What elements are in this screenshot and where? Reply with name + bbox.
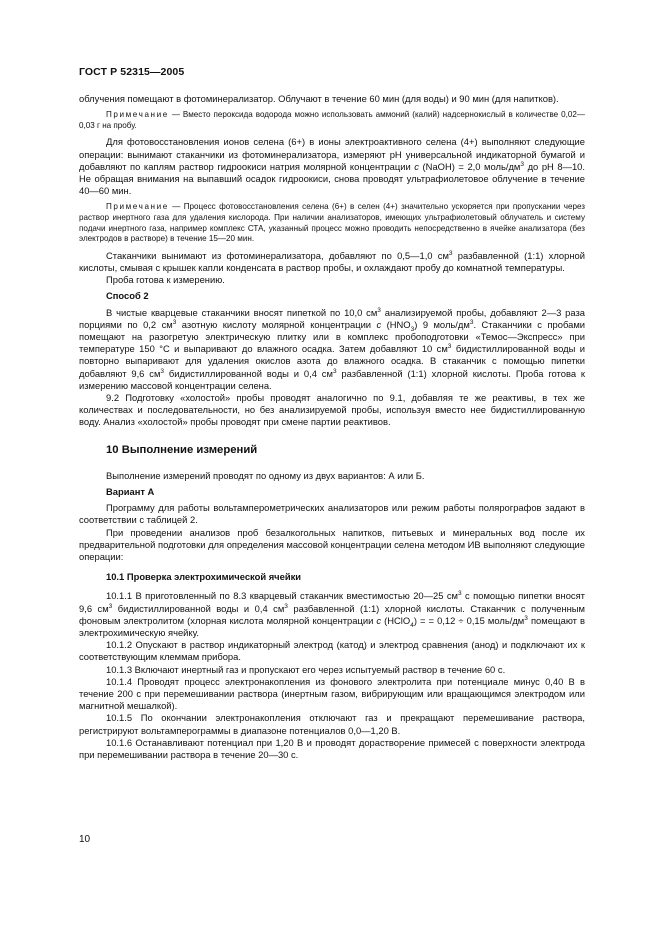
subscript: 3 bbox=[410, 325, 415, 333]
paragraph: 10.1.4 Проводят процесс электронакопления из фонового электролита при потенциале минус 0,40 В в течение 200 с при перемешивании раствора (инертным газом, вибрирующим или вращающимся электродом или магнитной мешалкой). bbox=[79, 675, 585, 712]
text-run: (HNO bbox=[381, 318, 411, 330]
text-run: помещают в электрохимическую ячейку. bbox=[79, 614, 586, 639]
paragraph bbox=[79, 250, 585, 274]
text-run: до pH 8—10. Не обращая внимания на выпавший осадок гидроокиси, снова проводят ультрафиолетовое облучение в течение 40—60 мин. bbox=[79, 160, 585, 197]
paragraph: 10.1.2 Опускают в раствор индикаторный электрод (катод) и электрод сравнения (анод) и подключают их к соответствующим клеммам прибора. bbox=[79, 639, 585, 663]
paragraph bbox=[79, 307, 585, 392]
section-heading: 10 Выполнение измерений bbox=[106, 443, 258, 456]
superscript: 3 bbox=[524, 614, 528, 622]
paragraph bbox=[79, 136, 585, 197]
text-run: с bbox=[376, 318, 382, 330]
note bbox=[79, 202, 585, 244]
superscript: 3 bbox=[284, 602, 288, 610]
paragraph: Выполнение измерений проводят по одному из двух вариантов: А или Б. bbox=[106, 469, 425, 481]
method-heading: Способ 2 bbox=[106, 290, 149, 302]
text-run: азотную кислоту молярной концентрации bbox=[176, 318, 377, 330]
superscript: 3 bbox=[160, 367, 165, 375]
note-text: — Вместо пероксида водорода можно использовать аммоний (калий) надсернокислый в количестве 0,02—0,03 г на пробу. bbox=[79, 110, 585, 130]
text-run: (NaOH) = 2,0 моль/дм bbox=[418, 160, 521, 172]
text-run: с bbox=[376, 614, 382, 626]
paragraph: При проведении анализов проб безалкогольных напитков, питьевых и минеральных вод после их предварительной подготовки для определения массовой концентрации селена методом ИВ выполняют следующие операции: bbox=[79, 526, 585, 563]
paragraph: 10.1.3 Включают инертный газ и пропускают его через испытуемый раствор в течение 60 с. bbox=[106, 663, 506, 675]
paragraph: облучения помещают в фотоминерализатор. Облучают в течение 60 мин (для воды) и 90 мин (для напитков). bbox=[79, 93, 559, 104]
text-run: бидистиллированной воды и 0,4 см bbox=[112, 602, 285, 614]
text-run: разбавленной (1:1) хлорной кислоты. Проба готова к измерению массовой концентрации селена. bbox=[79, 367, 586, 391]
paragraph bbox=[79, 590, 585, 639]
document-body bbox=[79, 93, 585, 761]
note-label: Примечание bbox=[106, 202, 169, 212]
superscript: 3 bbox=[448, 249, 453, 257]
paragraph: Проба готова к измерению. bbox=[106, 274, 225, 286]
page-number: 10 bbox=[79, 834, 91, 845]
paragraph: 10.1.5 По окончании электронакопления отключают газ и прекращают перемешивание раствора, регистрируют вольтамперограммы в диапазоне потенциалов 0,0—1,20 В. bbox=[79, 712, 585, 736]
superscript: 3 bbox=[172, 318, 177, 326]
text-run: разбавленной (1:1) хлорной кислоты. Стаканчик с полученным фоновым электролитом (хлорная кислота молярной концентрации bbox=[79, 602, 585, 626]
subscript: 4 bbox=[410, 621, 414, 629]
text-run: Для фотовосстановления ионов селена (6+) в ионы электроактивного селена (4+) выполняют следующие операции: вынимают стаканчики из фотоминерализатора, измеряют pH универсальной индикаторной бумагой и добавляют по каплям раствор гидроокиси натрия молярной концентрации bbox=[79, 136, 585, 172]
superscript: 3 bbox=[520, 160, 524, 168]
superscript: 3 bbox=[332, 367, 337, 375]
text-run: (HClO bbox=[381, 614, 411, 626]
superscript: 3 bbox=[377, 306, 381, 314]
text-run: . Стаканчики с пробами помещают на разогретую электрическую плитку или в комплекс пробоподготовки «Темос—Экспресс» при температуре 150 °С и выпаривают до влажного осадка. Затем добавляют 10 см bbox=[79, 318, 586, 355]
document-header: ГОСТ Р 52315—2005 bbox=[79, 66, 185, 78]
superscript: 3 bbox=[469, 318, 474, 326]
text-run: с помощью пипетки вносят 9,6 см bbox=[79, 590, 585, 614]
paragraph: Программу для работы вольтамперометрических анализаторов или режим работы полярографов задают в соответствии с таблицей 2. bbox=[79, 502, 585, 526]
note bbox=[79, 110, 585, 131]
text-run: бидистиллированной воды и повторно выпаривают для удаления окислов азота до влажного осадка. В стаканчик с помощью пипетки добавляют 9,6 см bbox=[79, 343, 585, 379]
superscript: 3 bbox=[458, 590, 462, 598]
subsection-heading: 10.1 Проверка электрохимической ячейки bbox=[106, 571, 302, 583]
note-text: — Процесс фотовосстановления селена (6+) в селен (4+) значительно ускоряется при пропускании через раствор инертного газа для удаления кислорода. При наличии анализаторов, имеющих ультрафиолетовый облучатель и систему подачи инертного газа, например комплекс СТА, указанный процесс можно проводить непосредственно в ячейке анализатора (без электродов в растворе) в течение 15—20 мин. bbox=[79, 202, 585, 244]
text-run: с bbox=[414, 160, 419, 172]
text-run: бидистиллированной воды и 0,4 см bbox=[164, 367, 333, 379]
text-run: анализируемой пробы, добавляют 2—3 раза порциями по 0,2 см bbox=[79, 306, 585, 330]
text-run: ) = = 0,12 ÷ 0,15 моль/дм bbox=[413, 614, 525, 626]
superscript: 3 bbox=[447, 343, 452, 351]
text-run: 10.1.1 В приготовленный по 8.3 кварцевый стаканчик вместимостью 20—25 см bbox=[106, 590, 458, 602]
paragraph: 10.1.6 Останавливают потенциал при 1,20 В и проводят дорастворение примесей с поверхности электрода при перемешивании раствора в течение 20—30 с. bbox=[79, 736, 585, 761]
text-run: ) 9 моль/дм bbox=[414, 318, 470, 330]
text-run: Стаканчики вынимают из фотоминерализатора, добавляют по 0,5—1,0 см bbox=[106, 249, 449, 261]
text-run: В чистые кварцевые стаканчики вносят пипеткой по 10,0 см bbox=[106, 306, 378, 318]
variant-heading: Вариант А bbox=[106, 486, 155, 498]
note-label: Примечание bbox=[106, 110, 169, 120]
paragraph: 9.2 Подготовку «холостой» пробы проводят аналогично по 9.1, добавляя те же реактивы, в тех же количествах и последовательности, но без анализируемой пробы, используя вместо нее бидистиллированную воду. Анализ «холостой» пробы проводят при смене партии реактивов. bbox=[79, 392, 585, 428]
text-run: разбавленной (1:1) хлорной кислоты, смывая с крышек капли конденсата в раствор пробы, и охлаждают пробу до комнатной температуры. bbox=[79, 249, 585, 273]
superscript: 3 bbox=[108, 602, 113, 610]
